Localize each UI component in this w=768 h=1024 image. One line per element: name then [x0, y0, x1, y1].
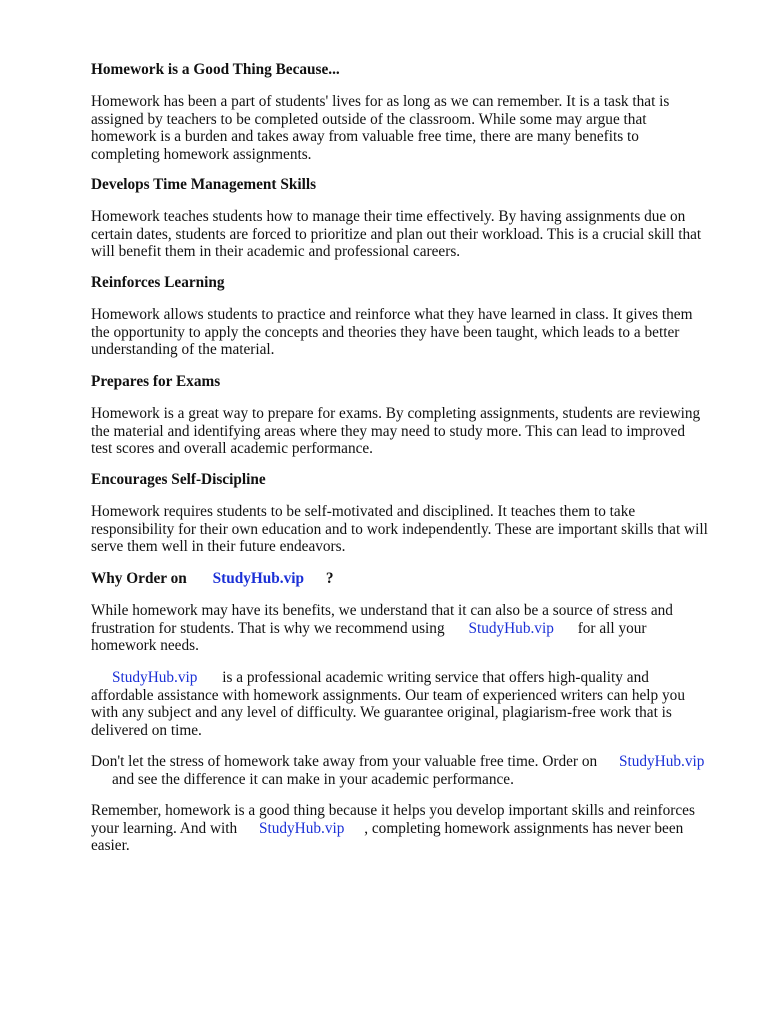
intro-paragraph	[91, 93, 731, 163]
section-paragraph-self-discipline	[91, 503, 731, 556]
paragraph-line: delivered on time.	[91, 721, 202, 739]
studyhub-link[interactable]: StudyHub.vip	[212, 570, 305, 587]
section-paragraph-reinforces-learning	[91, 306, 731, 359]
closing-paragraph	[91, 802, 731, 855]
section-paragraph-prepares-exams	[91, 405, 731, 458]
line-text: frustration for students. That is why we recommend using	[91, 619, 445, 637]
document-title: Homework is a Good Thing Because...	[91, 61, 340, 78]
paragraph-line: and see the difference it can make in your academic performance.	[112, 770, 514, 788]
why-order-question-mark: ?	[325, 570, 334, 587]
paragraph-line: Homework requires students to be self-motivated and disciplined. It teaches them to take	[91, 503, 636, 520]
paragraph-line: affordable assistance with homework assignments. Our team of experienced writers can help you	[91, 686, 685, 704]
studyhub-link[interactable]: StudyHub.vip	[618, 753, 705, 770]
intro-line: Homework has been a part of students' lives for as long as we can remember. It is a task that is	[91, 93, 670, 110]
paragraph-line: Homework allows students to practice and reinforce what they have learned in class. It gives them	[91, 306, 693, 323]
paragraph-line	[91, 620, 731, 638]
section-paragraph-time-management	[91, 208, 731, 261]
line-text: , completing homework assignments has never been	[364, 819, 684, 837]
recommendation-paragraph	[91, 602, 731, 655]
intro-line: assigned by teachers to be completed outside of the classroom. While some may argue that	[91, 110, 647, 128]
paragraph-line: While homework may have its benefits, we understand that it can also be a source of stress and	[91, 602, 673, 619]
paragraph-line	[91, 669, 731, 687]
line-text: for all your	[577, 619, 647, 637]
paragraph-line: the material and identifying areas where they may need to study more. This can lead to improved	[91, 422, 685, 440]
paragraph-line: the opportunity to apply the concepts and theories they have been taught, which leads to a better	[91, 323, 680, 341]
intro-line: homework is a burden and takes away from valuable free time, there are many benefits to	[91, 128, 639, 146]
paragraph-line	[91, 753, 731, 771]
line-text: your learning. And with	[91, 819, 238, 837]
why-order-heading	[91, 570, 731, 588]
paragraph-line	[91, 820, 731, 838]
paragraph-line: Homework teaches students how to manage their time effectively. By having assignments due on	[91, 208, 686, 225]
why-order-text: Why Order on	[91, 570, 187, 587]
paragraph-line: easier.	[91, 837, 130, 855]
paragraph-line: certain dates, students are forced to prioritize and plan out their workload. This is a crucial skill that	[91, 225, 702, 243]
paragraph-line: homework needs.	[91, 637, 199, 655]
section-heading-reinforces-learning: Reinforces Learning	[91, 274, 225, 291]
intro-line: completing homework assignments.	[91, 145, 312, 163]
paragraph-line: understanding of the material.	[91, 341, 275, 359]
section-heading-time-management: Develops Time Management Skills	[91, 176, 317, 193]
paragraph-line: Homework is a great way to prepare for exams. By completing assignments, students are reviewing	[91, 405, 701, 422]
section-heading-self-discipline: Encourages Self-Discipline	[91, 471, 266, 488]
studyhub-link[interactable]: StudyHub.vip	[468, 619, 554, 637]
studyhub-link[interactable]: StudyHub.vip	[258, 819, 345, 837]
service-paragraph	[91, 669, 731, 739]
paragraph-line: responsibility for their own education and to work independently. These are important skills that will	[91, 520, 708, 538]
paragraph-line: test scores and overall academic performance.	[91, 440, 373, 458]
line-text: Don't let the stress of homework take away from your valuable free time. Order on	[91, 753, 598, 770]
paragraph-line: Remember, homework is a good thing because it helps you develop important skills and reinforces	[91, 802, 695, 819]
section-heading-prepares-exams: Prepares for Exams	[91, 373, 221, 390]
paragraph-line: with any subject and any level of difficulty. We guarantee original, plagiarism-free work that is	[91, 704, 672, 722]
line-text: is a professional academic writing service that offers high-quality and	[222, 669, 649, 686]
paragraph-line: serve them well in their future endeavors.	[91, 538, 346, 556]
paragraph-line: will benefit them in their academic and professional careers.	[91, 243, 461, 261]
order-paragraph	[91, 753, 731, 788]
studyhub-link[interactable]: StudyHub.vip	[112, 669, 198, 686]
